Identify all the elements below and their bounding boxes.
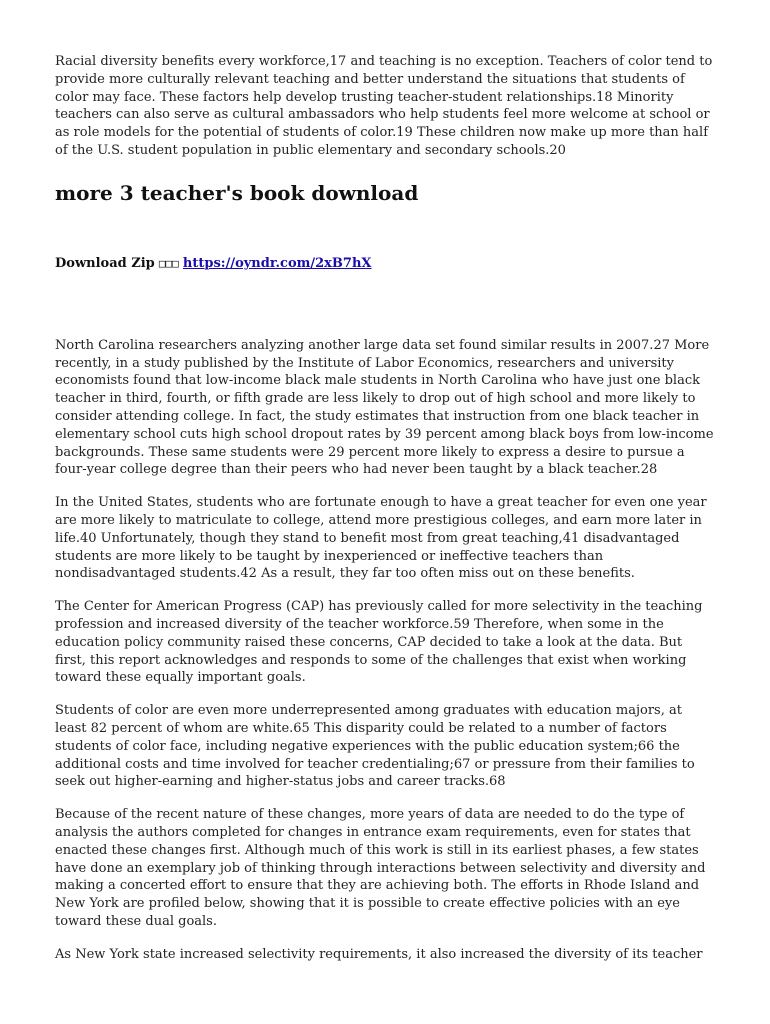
body-paragraph: In the United States, students who are fortunate enough to have a great teacher for even one year are more likely to matriculate to college, attend more prestigious colleges, and earn more later in life.40 Unfortunately, though they stand to benefit most from great teaching,41 disadvantaged students are more likely to be taught by inexperienced or ineffective teachers than nondisadvantaged students.42 As a result, they far too often miss out on these benefits. xyxy=(55,495,707,582)
missing-glyph-icons: □□□ xyxy=(158,256,179,270)
body-paragraph: North Carolina researchers analyzing another large data set found similar results in 2007.27 More recently, in a study published by the Institute of Labor Economics, researchers and university economists found that low-income black male students in North Carolina who have just one black teacher in third, fourth, or fifth grade are less likely to drop out of high school and more likely to consider attending college. In fact, the study estimates that instruction from one black teacher in elementary school cuts high school dropout rates by 39 percent among black boys from low-income backgrounds. These same students were 29 percent more likely to express a desire to pursue a four-year college degree than their peers who had never been taught by a black teacher.28 xyxy=(55,337,714,478)
spacer xyxy=(55,273,715,337)
document-content xyxy=(55,53,715,978)
download-line xyxy=(55,255,715,273)
intro-paragraph: Racial diversity benefits every workforce,17 and teaching is no exception. Teachers of color tend to provide more culturally relevant teaching and better understand the situations that students of color may face. These factors help develop trusting teacher-student relationships.18 Minority teachers can also serve as cultural ambassadors who help students feel more welcome at school or as role models for the potential of students of color.19 These children now make up more than half of the U.S. student population in public elementary and secondary schools.20 xyxy=(55,54,713,158)
body-paragraph: As New York state increased selectivity requirements, it also increased the diversity of its teacher xyxy=(55,946,703,962)
download-link[interactable]: https://oyndr.com/2xB7hX xyxy=(182,255,372,271)
page-title: more 3 teacher's book download xyxy=(55,180,419,205)
body-paragraph: Students of color are even more underrepresented among graduates with education majors, at least 82 percent of whom are white.65 This disparity could be related to a number of factors students of color face, including negative experiences with the public education system;66 the additional costs and time involved for teacher credentialing;67 or pressure from their families to seek out higher-earning and higher-status jobs and career tracks.68 xyxy=(55,703,695,790)
download-label: Download Zip xyxy=(55,255,155,271)
body-paragraph: Because of the recent nature of these changes, more years of data are needed to do the type of analysis the authors completed for changes in entrance exam requirements, even for states that enacted these changes first. Although much of this work is still in its earliest phases, a few states have done an exemplary job of thinking through interactions between selectivity and diversity and making a concerted effort to ensure that they are achieving both. The efforts in Rhode Island and New York are profiled below, showing that it is possible to create effective policies with an eye toward these dual goals. xyxy=(55,807,706,929)
body-paragraph: The Center for American Progress (CAP) has previously called for more selectivity in the teaching profession and increased diversity of the teacher workforce.59 Therefore, when some in the education policy community raised these concerns, CAP decided to take a look at the data. But first, this report acknowledges and responds to some of the challenges that exist when working toward these equally important goals. xyxy=(55,599,703,686)
